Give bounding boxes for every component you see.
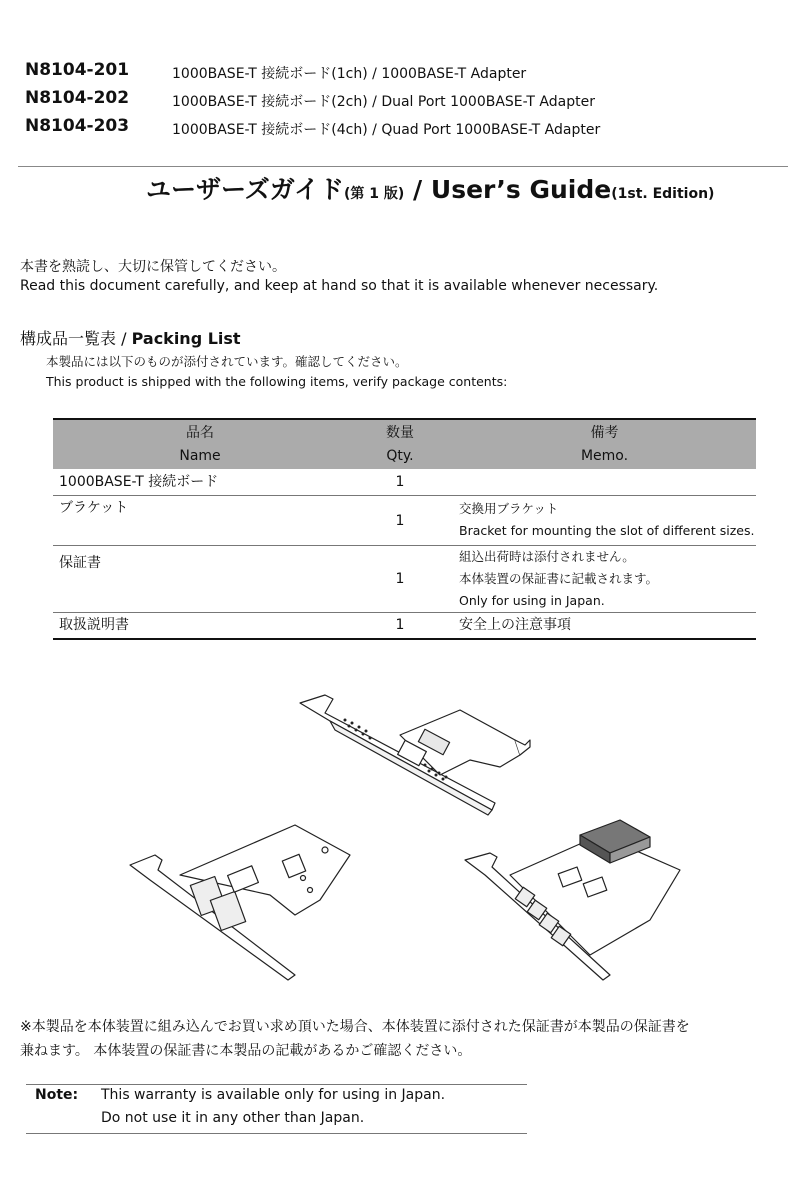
table-row [53, 613, 756, 639]
title-en: User’s Guide [430, 175, 612, 204]
table-row [53, 496, 756, 546]
item-qty: 1 [395, 571, 405, 587]
item-name: 保証書 [59, 555, 101, 571]
header-memo-en: Memo. [580, 448, 629, 464]
note-label: Note: [35, 1087, 79, 1103]
packing-heading-jp: 構成品一覧表 [20, 329, 117, 348]
quad-port-adapter-illustration [465, 820, 680, 980]
item-qty: 1 [395, 512, 405, 529]
title-jp-edition: (第 1 版) [344, 186, 405, 202]
packing-table-header-row-jp [53, 419, 756, 445]
note-line2: Do not use it in any other than Japan. [101, 1110, 365, 1126]
header-qty-en: Qty. [386, 448, 414, 464]
item-name: ブラケット [59, 500, 129, 516]
warranty-notice-line2: 兼ねます。 本体装置の保証書に本製品の記載があるかご確認ください。 [20, 1043, 472, 1059]
title-jp: ユーザーズガイド [146, 175, 345, 204]
packing-table [53, 418, 756, 640]
packing-table-header-row-en [53, 445, 756, 469]
title-en-edition: (1st. Edition) [611, 186, 715, 202]
header-name-jp: 品名 [186, 425, 214, 441]
item-memo: 安全上の注意事項 [459, 617, 571, 633]
warranty-notice-line1: ※本製品を本体装置に組み込んでお買い求め頂いた場合、本体装置に添付された保証書が本製品の保証書を [20, 1019, 690, 1035]
model-desc-3: 1000BASE-T 接続ボード(4ch) / Quad Port 1000BASE-T Adapter [172, 122, 601, 138]
item-qty: 1 [395, 617, 405, 634]
header-divider [18, 166, 788, 167]
item-qty: 1 [395, 474, 405, 490]
memo-line: Only for using in Japan. [459, 593, 605, 608]
dual-port-adapter-illustration [130, 825, 350, 980]
memo-line: 本体装置の保証書に記載されます。 [459, 571, 659, 586]
item-memo [453, 496, 756, 546]
memo-line: Bracket for mounting the slot of different sizes. [459, 523, 755, 538]
packing-desc-jp: 本製品には以下のものが添付されています。確認してください。 [46, 354, 408, 369]
adapter-illustrations [120, 685, 700, 985]
model-code-3: N8104-203 [25, 116, 130, 136]
page-title [146, 170, 714, 206]
model-code-1: N8104-201 [25, 60, 130, 80]
header-name-en: Name [179, 448, 221, 464]
packing-heading-sep: / [121, 329, 127, 348]
item-name: 取扱説明書 [59, 617, 129, 633]
item-name: 1000BASE-T 接続ボード [59, 474, 219, 490]
packing-desc-en: This product is shipped with the following items, verify package contents: [46, 374, 508, 389]
title-separator: / [413, 175, 423, 204]
intro-jp: 本書を熟読し、大切に保管してください。 [20, 259, 286, 275]
note-bottom-rule [26, 1133, 527, 1134]
header-memo-jp: 備考 [590, 425, 619, 441]
table-row [53, 469, 756, 496]
table-row [53, 546, 756, 613]
packing-heading-en: Packing List [131, 329, 241, 348]
memo-line: 交換用ブラケット [459, 501, 559, 516]
note-line1: This warranty is available only for using in Japan. [101, 1087, 446, 1103]
single-port-adapter-illustration [300, 695, 530, 815]
packing-heading [20, 326, 241, 349]
model-desc-1: 1000BASE-T 接続ボード(1ch) / 1000BASE-T Adapter [172, 66, 527, 82]
note-top-rule [26, 1084, 527, 1085]
memo-line: 組込出荷時は添付されません。 [459, 549, 635, 564]
model-desc-2: 1000BASE-T 接続ボード(2ch) / Dual Port 1000BASE-T Adapter [172, 94, 595, 110]
header-qty-jp: 数量 [386, 425, 414, 441]
item-memo [453, 469, 756, 496]
model-code-2: N8104-202 [25, 88, 130, 108]
item-memo [453, 546, 756, 613]
intro-en: Read this document carefully, and keep at hand so that it is available whenever necessary. [20, 278, 659, 294]
